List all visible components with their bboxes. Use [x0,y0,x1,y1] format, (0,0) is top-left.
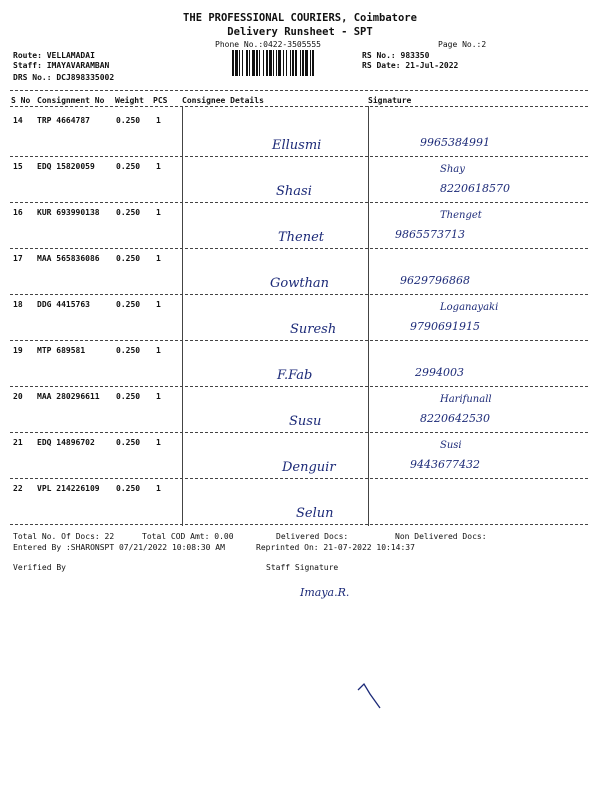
row-consignee-handwritten: Suresh [290,322,337,337]
row-signature-phone: 8220642530 [420,412,490,425]
row-consignment: MAA 565836086 [37,254,100,263]
phone-number: Phone No.:0422-3505555 [215,40,321,49]
row-signature-name: Thenget [440,210,482,221]
document-title: THE PROFESSIONAL COURIERS, Coimbatore [183,12,417,24]
rs-number: RS No.: 983350 [362,51,430,60]
row-divider [10,294,588,295]
document-subtitle: Delivery Runsheet - SPT [227,26,373,38]
barcode-bar [256,50,258,76]
row-consignment: TRP 4664787 [37,116,90,125]
row-divider [10,386,588,387]
rs-date: RS Date: 21-Jul-2022 [362,61,459,70]
staff-signature-label: Staff Signature [266,563,339,572]
col-pcs: PCS [153,96,168,105]
row-consignment: MTP 689581 [37,346,86,355]
row-pcs: 1 [156,162,161,171]
row-weight: 0.250 [116,162,141,171]
barcode-bar [278,50,281,76]
barcode-bar [273,50,274,76]
barcode-bar [295,50,297,76]
row-consignee-handwritten: Susu [289,414,322,429]
route: Route: VELLAMADAI [13,51,95,60]
barcode [232,50,350,76]
row-pcs: 1 [156,346,161,355]
row-consignment: KUR 693990138 [37,208,100,217]
barcode-bar [305,50,308,76]
row-sno: 15 [13,162,23,171]
row-weight: 0.250 [116,116,141,125]
row-pcs: 1 [156,300,161,309]
row-consignment: MAA 280296611 [37,392,100,401]
barcode-bar [302,50,304,76]
row-weight: 0.250 [116,484,141,493]
reprinted-on: Reprinted On: 21-07-2022 10:14:37 [256,543,415,552]
barcode-bar [269,50,272,76]
row-divider [10,432,588,433]
row-consignment: VPL 214226109 [37,484,100,493]
pen-mark [350,680,390,716]
barcode-bar [235,50,238,76]
row-signature-phone: 2994003 [415,366,464,379]
row-pcs: 1 [156,208,161,217]
row-weight: 0.250 [116,254,141,263]
col-consignment: Consignment No [37,96,105,105]
row-sno: 16 [13,208,23,217]
row-weight: 0.250 [116,208,141,217]
entered-by: Entered By :SHARONSPT 07/21/2022 10:08:30 AM [13,543,225,552]
barcode-bar [290,50,291,76]
row-sno: 14 [13,116,23,125]
row-consignee-handwritten: Shasi [276,184,312,199]
row-weight: 0.250 [116,346,141,355]
barcode-bar [249,50,250,76]
barcode-bar [300,50,301,76]
row-signature-name: Shay [440,164,465,175]
row-consignee-handwritten: Thenet [278,230,325,245]
divider-top [10,90,588,91]
row-consignee-handwritten: Ellusmi [272,138,322,153]
barcode-bar [252,50,255,76]
row-signature-phone: 9790691915 [410,320,480,333]
barcode-bar [263,50,264,76]
row-signature-name: Harifunall [440,394,492,405]
barcode-bar [310,50,311,76]
barcode-bar [266,50,268,76]
verified-by: Verified By [13,563,66,572]
row-consignment: EDQ 15820059 [37,162,95,171]
staff-signature: Imaya.R. [300,586,350,599]
row-pcs: 1 [156,392,161,401]
row-consignee-handwritten: F.Fab [277,368,313,383]
row-weight: 0.250 [116,300,141,309]
barcode-bar [246,50,248,76]
page-number: Page No.:2 [438,40,487,49]
row-signature-phone: 9629796868 [400,274,470,287]
row-sno: 19 [13,346,23,355]
row-sno: 18 [13,300,23,309]
row-signature-phone: 9965384991 [420,136,490,149]
row-consignee-handwritten: Gowthan [270,276,330,291]
row-divider [10,478,588,479]
total-docs: Total No. Of Docs: 22 [13,532,115,541]
staff: Staff: IMAYAVARAMBAN [13,61,110,70]
row-sno: 17 [13,254,23,263]
row-sno: 20 [13,392,23,401]
row-divider [10,524,588,525]
barcode-bar [312,50,314,76]
row-signature-phone: 9443677432 [410,458,480,471]
row-consignee-handwritten: Selun [296,506,334,521]
barcode-bar [259,50,260,76]
row-pcs: 1 [156,484,161,493]
row-sno: 22 [13,484,23,493]
col-weight: Weight [115,96,144,105]
column-divider-consignee [182,106,183,526]
row-weight: 0.250 [116,392,141,401]
row-consignment: DDG 4415763 [37,300,90,309]
row-signature-name: Loganayaki [440,302,499,313]
row-divider [10,156,588,157]
row-pcs: 1 [156,116,161,125]
column-divider-signature [368,106,369,526]
row-signature-phone: 9865573713 [395,228,465,241]
row-sno: 21 [13,438,23,447]
row-consignee-handwritten: Denguir [282,460,336,475]
total-cod: Total COD Amt: 0.00 [142,532,234,541]
col-signature: Signature [368,96,412,105]
row-divider [10,248,588,249]
divider-header [10,106,588,107]
row-weight: 0.250 [116,438,141,447]
row-signature-name: Susi [440,440,462,451]
barcode-bar [232,50,234,76]
col-sno: S No [11,96,31,105]
barcode-bar [239,50,240,76]
delivered-docs: Delivered Docs: [276,532,349,541]
row-pcs: 1 [156,438,161,447]
row-divider [10,340,588,341]
col-consignee: Consignee Details [182,96,264,105]
barcode-bar [276,50,277,76]
row-signature-phone: 8220618570 [440,182,510,195]
row-consignment: EDQ 14896702 [37,438,95,447]
barcode-bar [242,50,243,76]
drs-number: DRS No.: DCJ898335002 [13,73,115,82]
barcode-bar [286,50,287,76]
non-delivered-docs: Non Delivered Docs: [395,532,487,541]
barcode-bar [292,50,294,76]
row-divider [10,202,588,203]
row-pcs: 1 [156,254,161,263]
barcode-bar [283,50,284,76]
